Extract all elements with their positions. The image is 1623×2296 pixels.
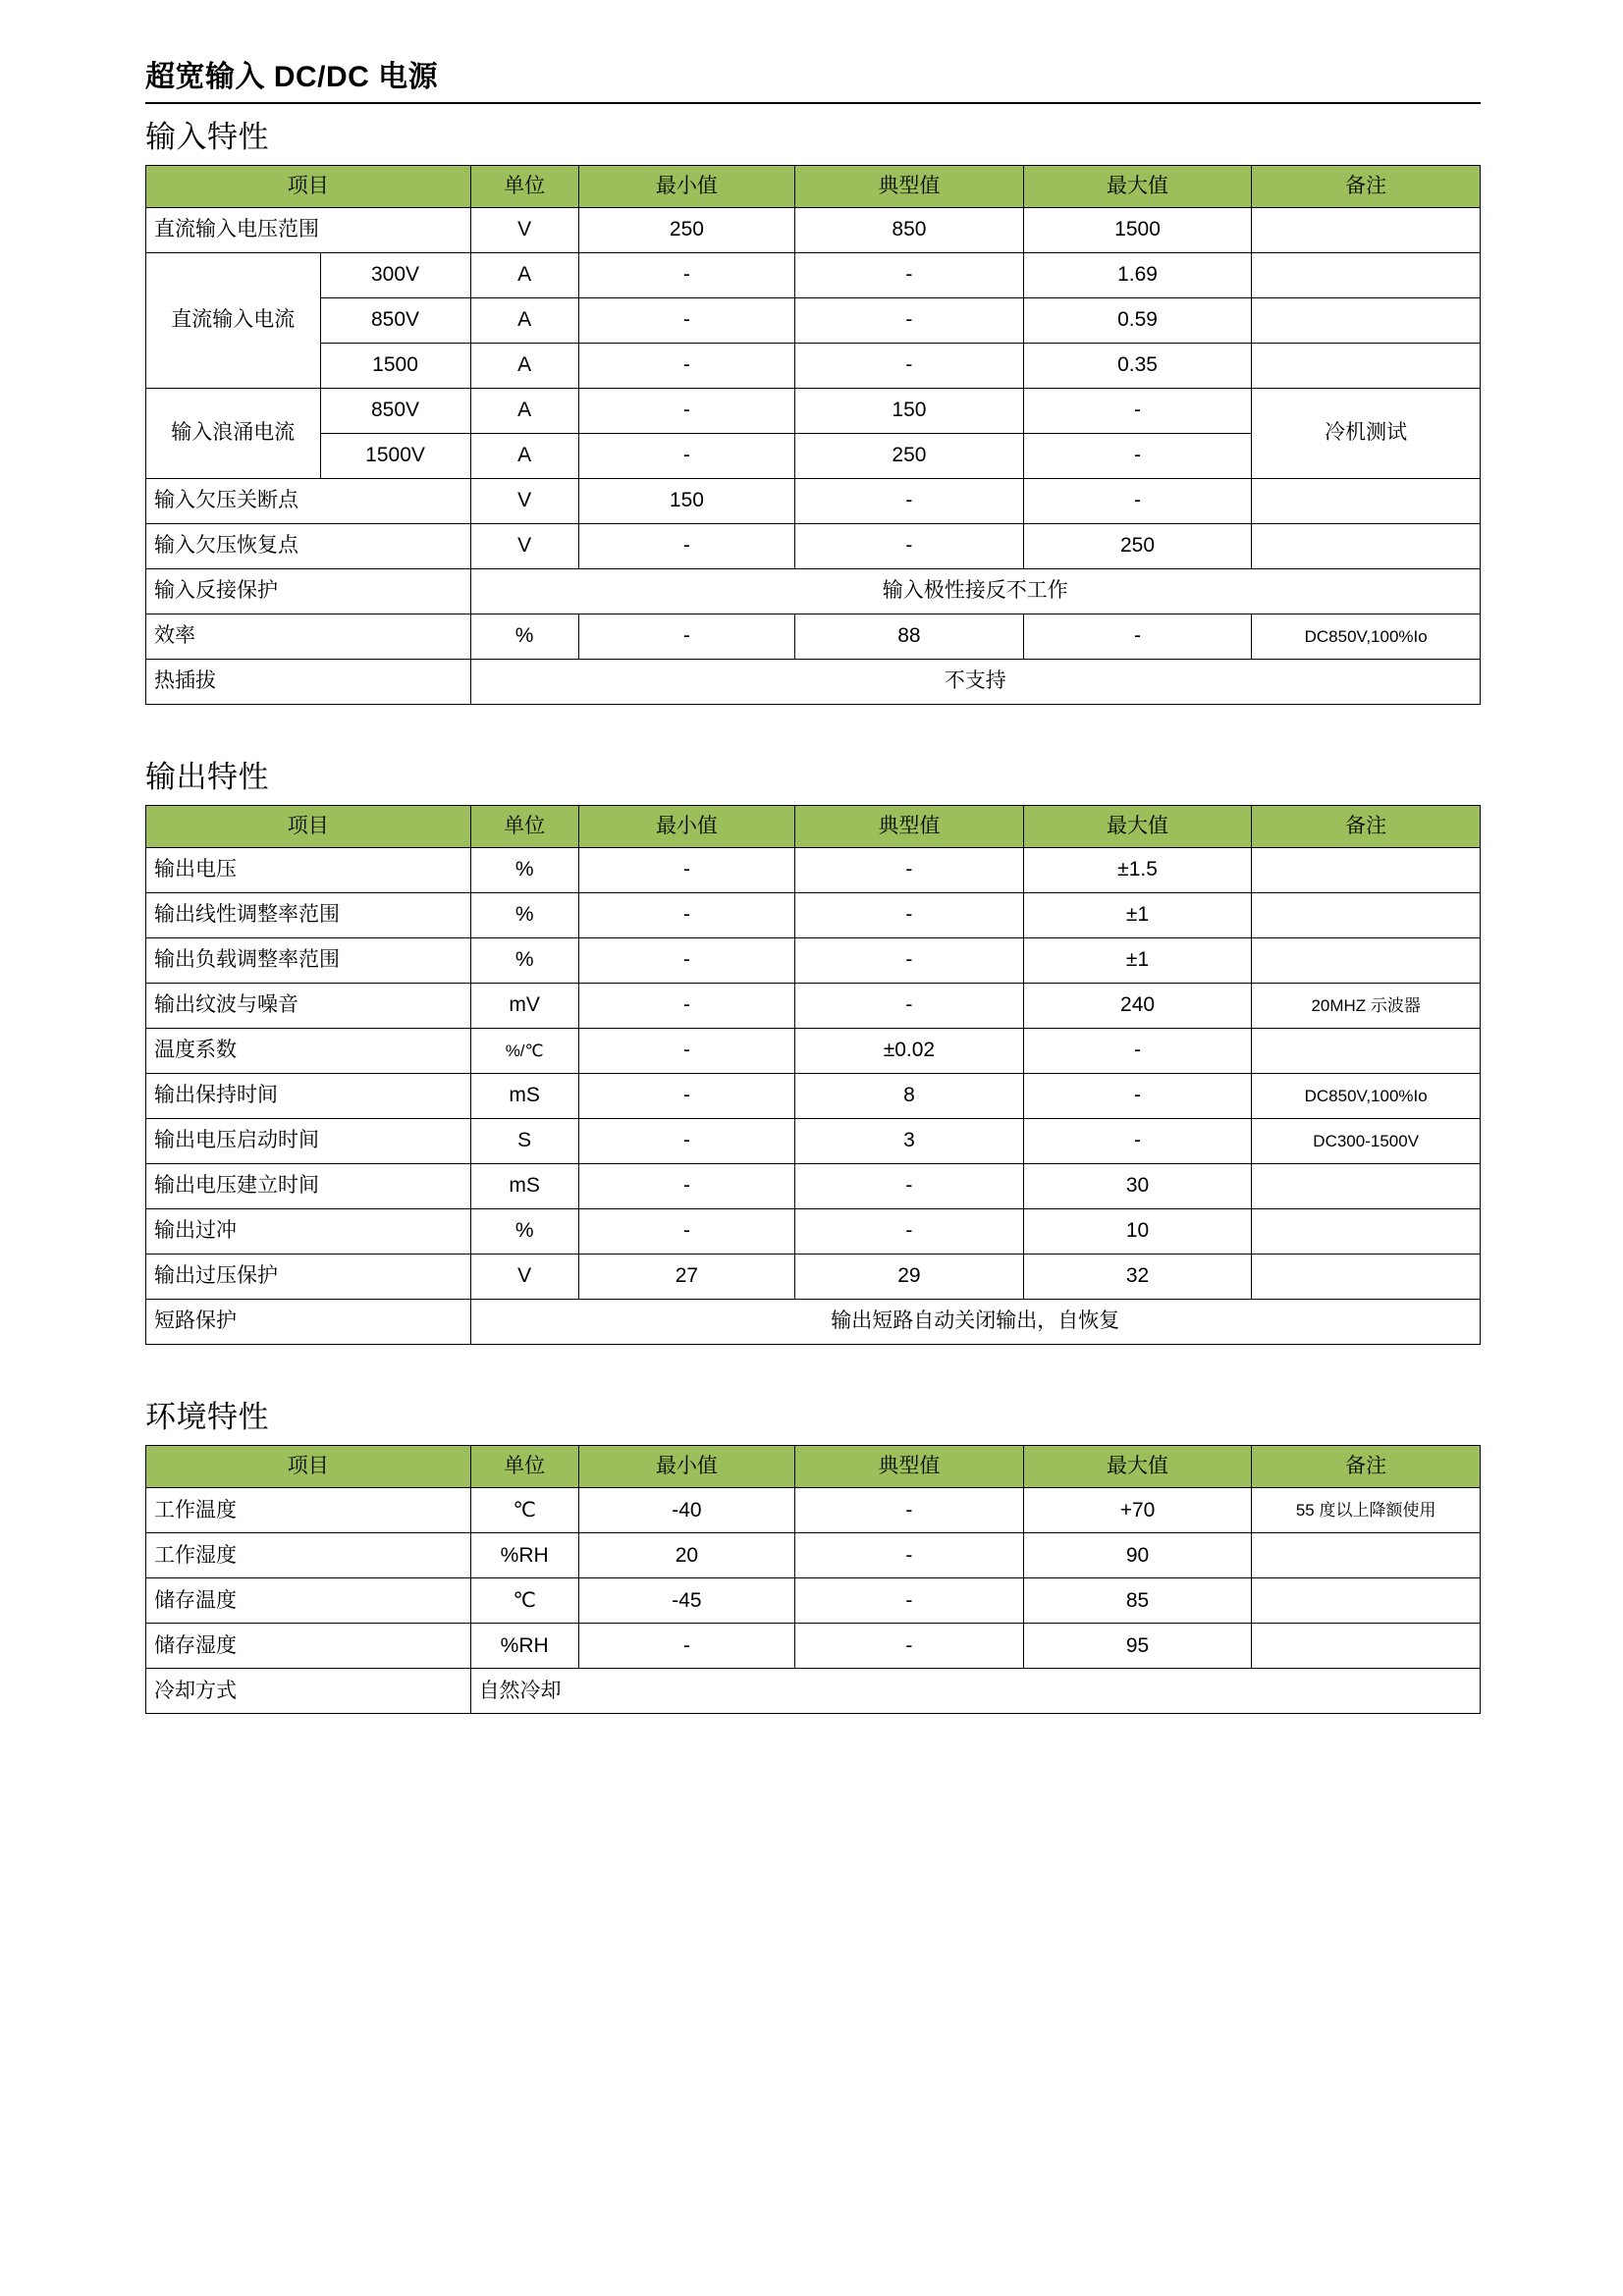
row-unit: V (470, 523, 578, 568)
row-unit: % (470, 938, 578, 984)
row-min: 27 (578, 1255, 794, 1300)
row-item: 输出电压建立时间 (146, 1164, 471, 1209)
row-item: 工作温度 (146, 1488, 471, 1533)
row-typ: - (795, 938, 1024, 984)
row-typ: 8 (795, 1074, 1024, 1119)
row-unit: mV (470, 984, 578, 1029)
row-item: 输出纹波与噪音 (146, 984, 471, 1029)
row-typ: 850 (795, 207, 1024, 252)
row-subitem: 850V (320, 297, 470, 343)
row-min: - (578, 523, 794, 568)
row-item: 输出电压启动时间 (146, 1119, 471, 1164)
row-remark (1252, 252, 1481, 297)
table-row (146, 1624, 1481, 1669)
row-unit: % (470, 614, 578, 659)
row-item: 冷却方式 (146, 1669, 471, 1714)
row-unit: %RH (470, 1533, 578, 1578)
section-heading-output: 输出特性 (145, 759, 269, 794)
row-item: 效率 (146, 614, 471, 659)
row-typ: 29 (795, 1255, 1024, 1300)
row-min: - (578, 1074, 794, 1119)
row-remark: DC300-1500V (1252, 1119, 1481, 1164)
row-max: ±1 (1023, 938, 1252, 984)
row-min: - (578, 388, 794, 433)
row-max: 1.69 (1023, 252, 1252, 297)
row-unit: % (470, 893, 578, 938)
table-row (146, 1578, 1481, 1624)
table-row (146, 252, 1481, 297)
row-unit: V (470, 1255, 578, 1300)
table-header-row (146, 165, 1481, 207)
column-header-min: 最小值 (578, 806, 794, 848)
row-max: 85 (1023, 1578, 1252, 1624)
row-remark (1252, 523, 1481, 568)
column-header-typ: 典型值 (795, 806, 1024, 848)
row-max: ±1.5 (1023, 848, 1252, 893)
row-min: - (578, 984, 794, 1029)
row-group-label: 输入浪涌电流 (146, 388, 321, 478)
row-min: 250 (578, 207, 794, 252)
table-row (146, 388, 1481, 433)
row-item: 输入欠压恢复点 (146, 523, 471, 568)
table-row (146, 614, 1481, 659)
row-item: 温度系数 (146, 1029, 471, 1074)
environment-characteristics-table (145, 1445, 1481, 1714)
row-unit: A (470, 388, 578, 433)
column-header-unit: 单位 (470, 806, 578, 848)
row-item: 热插拔 (146, 659, 471, 704)
row-item: 储存湿度 (146, 1624, 471, 1669)
section-heading-environment: 环境特性 (145, 1400, 269, 1435)
row-min: - (578, 1164, 794, 1209)
column-header-max: 最大值 (1023, 165, 1252, 207)
row-remark (1252, 207, 1481, 252)
column-header-item: 项目 (146, 165, 471, 207)
row-unit: V (470, 207, 578, 252)
row-max: - (1023, 1029, 1252, 1074)
row-remark (1252, 1624, 1481, 1669)
row-span-text: 输入极性接反不工作 (470, 568, 1480, 614)
table-row (146, 984, 1481, 1029)
row-subitem: 1500 (320, 343, 470, 388)
column-header-remark: 备注 (1252, 1446, 1481, 1488)
row-typ: 150 (795, 388, 1024, 433)
row-min: -40 (578, 1488, 794, 1533)
row-typ: 250 (795, 433, 1024, 478)
row-max: - (1023, 1074, 1252, 1119)
column-header-typ: 典型值 (795, 1446, 1024, 1488)
row-min: - (578, 848, 794, 893)
row-typ: - (795, 297, 1024, 343)
row-max: 1500 (1023, 207, 1252, 252)
row-remark (1252, 893, 1481, 938)
row-max: +70 (1023, 1488, 1252, 1533)
row-max: - (1023, 1119, 1252, 1164)
row-typ: - (795, 478, 1024, 523)
table-row (146, 1164, 1481, 1209)
row-min: - (578, 893, 794, 938)
row-max: 240 (1023, 984, 1252, 1029)
row-typ: - (795, 523, 1024, 568)
row-unit: ℃ (470, 1488, 578, 1533)
row-max: 0.35 (1023, 343, 1252, 388)
row-unit: % (470, 848, 578, 893)
table-row (146, 478, 1481, 523)
row-min: - (578, 614, 794, 659)
table-row (146, 938, 1481, 984)
row-max: 10 (1023, 1209, 1252, 1255)
row-min: - (578, 252, 794, 297)
row-item: 输出过冲 (146, 1209, 471, 1255)
row-unit: ℃ (470, 1578, 578, 1624)
row-max: - (1023, 614, 1252, 659)
column-header-min: 最小值 (578, 165, 794, 207)
row-remark (1252, 478, 1481, 523)
row-min: 150 (578, 478, 794, 523)
table-row (146, 523, 1481, 568)
row-span-text: 不支持 (470, 659, 1480, 704)
row-remark: DC850V,100%Io (1252, 1074, 1481, 1119)
output-characteristics-table (145, 805, 1481, 1345)
row-item: 储存温度 (146, 1578, 471, 1624)
table-row (146, 297, 1481, 343)
row-min: - (578, 1209, 794, 1255)
table-row (146, 1669, 1481, 1714)
row-min: - (578, 1624, 794, 1669)
row-typ: - (795, 1533, 1024, 1578)
row-item: 工作湿度 (146, 1533, 471, 1578)
table-row (146, 1533, 1481, 1578)
row-unit: A (470, 343, 578, 388)
row-min: - (578, 938, 794, 984)
row-item: 输出负载调整率范围 (146, 938, 471, 984)
row-max: - (1023, 388, 1252, 433)
row-item: 输出过压保护 (146, 1255, 471, 1300)
column-header-remark: 备注 (1252, 806, 1481, 848)
row-span-text: 输出短路自动关闭输出，自恢复 (470, 1300, 1480, 1345)
row-remark (1252, 1578, 1481, 1624)
row-item: 输入反接保护 (146, 568, 471, 614)
row-typ: - (795, 893, 1024, 938)
row-remark (1252, 1164, 1481, 1209)
row-max: 0.59 (1023, 297, 1252, 343)
row-min: - (578, 297, 794, 343)
table-row (146, 659, 1481, 704)
row-subitem: 850V (320, 388, 470, 433)
table-row (146, 1029, 1481, 1074)
row-remark: 冷机测试 (1252, 388, 1481, 478)
row-min: - (578, 1119, 794, 1164)
row-max: ±1 (1023, 893, 1252, 938)
row-remark (1252, 343, 1481, 388)
row-typ: - (795, 984, 1024, 1029)
table-row (146, 893, 1481, 938)
row-remark (1252, 938, 1481, 984)
row-item: 输出线性调整率范围 (146, 893, 471, 938)
table-row (146, 1488, 1481, 1533)
row-typ: - (795, 1488, 1024, 1533)
table-row (146, 1209, 1481, 1255)
table-row (146, 1119, 1481, 1164)
row-unit: A (470, 433, 578, 478)
row-typ: - (795, 1578, 1024, 1624)
row-max: - (1023, 478, 1252, 523)
row-typ: - (795, 1164, 1024, 1209)
row-remark (1252, 297, 1481, 343)
row-unit: A (470, 252, 578, 297)
row-unit: S (470, 1119, 578, 1164)
row-unit: V (470, 478, 578, 523)
row-typ: 3 (795, 1119, 1024, 1164)
table-header-row (146, 806, 1481, 848)
row-remark: 55 度以上降额使用 (1252, 1488, 1481, 1533)
column-header-max: 最大值 (1023, 806, 1252, 848)
row-item: 输出电压 (146, 848, 471, 893)
row-remark (1252, 848, 1481, 893)
row-min: - (578, 343, 794, 388)
row-typ: - (795, 1624, 1024, 1669)
row-item: 输入欠压关断点 (146, 478, 471, 523)
column-header-remark: 备注 (1252, 165, 1481, 207)
column-header-unit: 单位 (470, 1446, 578, 1488)
row-max: - (1023, 433, 1252, 478)
row-typ: 88 (795, 614, 1024, 659)
row-remark: DC850V,100%Io (1252, 614, 1481, 659)
table-row (146, 1255, 1481, 1300)
row-remark (1252, 1209, 1481, 1255)
row-max: 30 (1023, 1164, 1252, 1209)
row-remark (1252, 1255, 1481, 1300)
row-unit: %/℃ (470, 1029, 578, 1074)
row-unit: mS (470, 1074, 578, 1119)
row-subitem: 300V (320, 252, 470, 297)
row-remark: 20MHZ 示波器 (1252, 984, 1481, 1029)
table-row (146, 1074, 1481, 1119)
row-item: 短路保护 (146, 1300, 471, 1345)
row-unit: % (470, 1209, 578, 1255)
row-max: 90 (1023, 1533, 1252, 1578)
column-header-item: 项目 (146, 806, 471, 848)
row-item: 直流输入电压范围 (146, 207, 471, 252)
column-header-min: 最小值 (578, 1446, 794, 1488)
title-divider (145, 102, 1481, 104)
row-typ: ±0.02 (795, 1029, 1024, 1074)
table-row (146, 1300, 1481, 1345)
row-remark (1252, 1533, 1481, 1578)
row-min: - (578, 1029, 794, 1074)
section-heading-input: 输入特性 (145, 119, 269, 154)
table-row (146, 848, 1481, 893)
page-title: 超宽输入 DC/DC 电源 (145, 61, 439, 93)
column-header-unit: 单位 (470, 165, 578, 207)
row-unit: A (470, 297, 578, 343)
column-header-item: 项目 (146, 1446, 471, 1488)
row-unit: mS (470, 1164, 578, 1209)
row-max: 95 (1023, 1624, 1252, 1669)
row-unit: %RH (470, 1624, 578, 1669)
row-min: -45 (578, 1578, 794, 1624)
row-subitem: 1500V (320, 433, 470, 478)
row-remark (1252, 1029, 1481, 1074)
table-row (146, 568, 1481, 614)
row-typ: - (795, 1209, 1024, 1255)
table-row (146, 207, 1481, 252)
table-header-row (146, 1446, 1481, 1488)
row-typ: - (795, 848, 1024, 893)
row-max: 32 (1023, 1255, 1252, 1300)
column-header-max: 最大值 (1023, 1446, 1252, 1488)
row-item: 输出保持时间 (146, 1074, 471, 1119)
row-span-text: 自然冷却 (470, 1669, 1480, 1714)
input-characteristics-table (145, 165, 1481, 705)
row-typ: - (795, 343, 1024, 388)
row-min: 20 (578, 1533, 794, 1578)
row-max: 250 (1023, 523, 1252, 568)
row-min: - (578, 433, 794, 478)
table-row (146, 343, 1481, 388)
row-group-label: 直流输入电流 (146, 252, 321, 388)
column-header-typ: 典型值 (795, 165, 1024, 207)
row-typ: - (795, 252, 1024, 297)
